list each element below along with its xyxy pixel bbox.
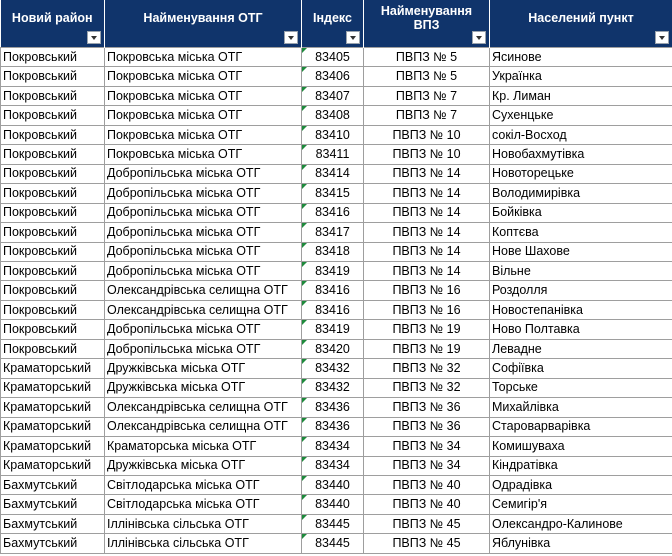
- cell-district[interactable]: Покровський: [1, 164, 105, 183]
- cell-vpz[interactable]: ПВПЗ № 40: [364, 475, 490, 494]
- cell-district[interactable]: Краматорський: [1, 417, 105, 436]
- filter-dropdown-icon[interactable]: [87, 31, 101, 44]
- cell-place[interactable]: Новобахмутівка: [490, 145, 672, 164]
- header-label: Населений пункт: [528, 10, 634, 25]
- cell-otg[interactable]: Покровська міська ОТГ: [105, 125, 302, 144]
- cell-vpz[interactable]: ПВПЗ № 16: [364, 281, 490, 300]
- cell-district[interactable]: Покровський: [1, 261, 105, 280]
- cell-otg[interactable]: Добропільська міська ОТГ: [105, 184, 302, 203]
- cell-otg[interactable]: Краматорська міська ОТГ: [105, 437, 302, 456]
- cell-vpz[interactable]: ПВПЗ № 36: [364, 398, 490, 417]
- cell-otg[interactable]: Добропільська міська ОТГ: [105, 261, 302, 280]
- cell-vpz[interactable]: ПВПЗ № 32: [364, 378, 490, 397]
- cell-otg[interactable]: Олександрівська селищна ОТГ: [105, 417, 302, 436]
- cell-district[interactable]: Покровський: [1, 320, 105, 339]
- cell-vpz[interactable]: ПВПЗ № 10: [364, 125, 490, 144]
- table-row: [1, 300, 672, 319]
- filter-dropdown-icon[interactable]: [284, 31, 298, 44]
- cell-place[interactable]: Левадне: [490, 339, 672, 358]
- cell-otg[interactable]: Добропільська міська ОТГ: [105, 339, 302, 358]
- cell-vpz[interactable]: ПВПЗ № 14: [364, 203, 490, 222]
- cell-otg[interactable]: Світлодарська міська ОТГ: [105, 475, 302, 494]
- cell-district[interactable]: Покровський: [1, 281, 105, 300]
- table-row: [1, 203, 672, 222]
- cell-place[interactable]: Вільне: [490, 261, 672, 280]
- cell-place[interactable]: Яблунівка: [490, 534, 672, 553]
- cell-place[interactable]: Новостепанівка: [490, 300, 672, 319]
- cell-district[interactable]: Покровський: [1, 339, 105, 358]
- table-row: [1, 145, 672, 164]
- column-header-otg[interactable]: [105, 0, 302, 48]
- cell-otg[interactable]: Олександрівська селищна ОТГ: [105, 398, 302, 417]
- filter-dropdown-icon[interactable]: [655, 31, 669, 44]
- cell-place[interactable]: Володимирівка: [490, 184, 672, 203]
- cell-index[interactable]: 83416: [302, 203, 364, 222]
- cell-district[interactable]: Покровський: [1, 86, 105, 105]
- cell-otg[interactable]: Добропільська міська ОТГ: [105, 223, 302, 242]
- filter-dropdown-icon[interactable]: [472, 31, 486, 44]
- cell-index[interactable]: 83406: [302, 67, 364, 86]
- cell-place[interactable]: Українка: [490, 67, 672, 86]
- column-header-district[interactable]: [1, 0, 105, 48]
- cell-index[interactable]: 83419: [302, 261, 364, 280]
- cell-otg[interactable]: Олександрівська селищна ОТГ: [105, 281, 302, 300]
- filter-dropdown-icon[interactable]: [346, 31, 360, 44]
- cell-place[interactable]: Коптєва: [490, 223, 672, 242]
- cell-vpz[interactable]: ПВПЗ № 36: [364, 417, 490, 436]
- table-row: [1, 417, 672, 436]
- table-row: [1, 534, 672, 553]
- cell-otg[interactable]: Олександрівська селищна ОТГ: [105, 300, 302, 319]
- table-row: [1, 48, 672, 67]
- table-row: [1, 437, 672, 456]
- column-header-index[interactable]: [302, 0, 364, 48]
- table-row: [1, 125, 672, 144]
- cell-index[interactable]: 83410: [302, 125, 364, 144]
- cell-index[interactable]: 83417: [302, 223, 364, 242]
- cell-vpz[interactable]: ПВПЗ № 14: [364, 164, 490, 183]
- cell-index[interactable]: 83407: [302, 86, 364, 105]
- cell-index[interactable]: 83408: [302, 106, 364, 125]
- table-body: [1, 48, 672, 554]
- table-row: [1, 475, 672, 494]
- cell-otg[interactable]: Світлодарська міська ОТГ: [105, 495, 302, 514]
- cell-district[interactable]: Покровський: [1, 300, 105, 319]
- cell-otg[interactable]: Добропільська міська ОТГ: [105, 242, 302, 261]
- cell-place[interactable]: Олександро-Калинове: [490, 514, 672, 533]
- header-label: Новий район: [11, 10, 93, 25]
- cell-otg[interactable]: Добропільська міська ОТГ: [105, 320, 302, 339]
- header-label: Індекс: [313, 10, 352, 25]
- column-header-place[interactable]: [490, 0, 672, 48]
- cell-vpz[interactable]: ПВПЗ № 5: [364, 67, 490, 86]
- header-label-line2: ВПЗ: [413, 17, 440, 32]
- cell-district[interactable]: Краматорський: [1, 378, 105, 397]
- cell-vpz[interactable]: ПВПЗ № 19: [364, 339, 490, 358]
- cell-index[interactable]: 83432: [302, 378, 364, 397]
- cell-district[interactable]: Краматорський: [1, 359, 105, 378]
- cell-vpz[interactable]: ПВПЗ № 40: [364, 495, 490, 514]
- table-row: [1, 359, 672, 378]
- cell-index[interactable]: 83445: [302, 534, 364, 553]
- cell-place[interactable]: Староварварівка: [490, 417, 672, 436]
- cell-place[interactable]: сокіл-Восход: [490, 125, 672, 144]
- cell-index[interactable]: 83420: [302, 339, 364, 358]
- cell-vpz[interactable]: ПВПЗ № 34: [364, 456, 490, 475]
- cell-place[interactable]: Сухенцьке: [490, 106, 672, 125]
- cell-vpz[interactable]: ПВПЗ № 16: [364, 300, 490, 319]
- cell-district[interactable]: Покровський: [1, 145, 105, 164]
- table-row: [1, 184, 672, 203]
- cell-vpz[interactable]: ПВПЗ № 14: [364, 261, 490, 280]
- cell-district[interactable]: Бахмутський: [1, 495, 105, 514]
- cell-district[interactable]: Бахмутський: [1, 534, 105, 553]
- cell-district[interactable]: Краматорський: [1, 456, 105, 475]
- column-header-vpz[interactable]: [364, 0, 490, 48]
- header-label-line1: Найменування: [380, 3, 473, 18]
- cell-place[interactable]: Торське: [490, 378, 672, 397]
- cell-vpz[interactable]: ПВПЗ № 7: [364, 106, 490, 125]
- cell-otg[interactable]: Покровська міська ОТГ: [105, 67, 302, 86]
- cell-otg[interactable]: Дружківська міська ОТГ: [105, 359, 302, 378]
- table-row: [1, 164, 672, 183]
- cell-vpz[interactable]: ПВПЗ № 14: [364, 242, 490, 261]
- cell-otg[interactable]: Добропільська міська ОТГ: [105, 203, 302, 222]
- table-row: [1, 86, 672, 105]
- cell-index[interactable]: 83436: [302, 417, 364, 436]
- cell-place[interactable]: Михайлівка: [490, 398, 672, 417]
- cell-place[interactable]: Комишуваха: [490, 437, 672, 456]
- cell-otg[interactable]: Дружківська міська ОТГ: [105, 456, 302, 475]
- cell-district[interactable]: Покровський: [1, 242, 105, 261]
- table-row: [1, 398, 672, 417]
- cell-otg[interactable]: Іллінівська сільська ОТГ: [105, 534, 302, 553]
- cell-place[interactable]: Кр. Лиман: [490, 86, 672, 105]
- cell-vpz[interactable]: ПВПЗ № 14: [364, 223, 490, 242]
- cell-district[interactable]: Бахмутський: [1, 475, 105, 494]
- header-label: Найменування ОТГ: [143, 10, 263, 25]
- cell-index[interactable]: 83416: [302, 281, 364, 300]
- cell-vpz[interactable]: ПВПЗ № 45: [364, 514, 490, 533]
- table-row: [1, 106, 672, 125]
- cell-index[interactable]: 83416: [302, 300, 364, 319]
- cell-vpz[interactable]: ПВПЗ № 19: [364, 320, 490, 339]
- table-row: [1, 320, 672, 339]
- cell-otg[interactable]: Покровська міська ОТГ: [105, 145, 302, 164]
- table-row: [1, 378, 672, 397]
- cell-district[interactable]: Покровський: [1, 106, 105, 125]
- cell-otg[interactable]: Дружківська міська ОТГ: [105, 378, 302, 397]
- cell-otg[interactable]: Покровська міська ОТГ: [105, 86, 302, 105]
- cell-district[interactable]: Покровський: [1, 184, 105, 203]
- cell-vpz[interactable]: ПВПЗ № 32: [364, 359, 490, 378]
- cell-otg[interactable]: Добропільська міська ОТГ: [105, 164, 302, 183]
- cell-index[interactable]: 83432: [302, 359, 364, 378]
- cell-index[interactable]: 83440: [302, 475, 364, 494]
- cell-district[interactable]: Бахмутський: [1, 514, 105, 533]
- cell-place[interactable]: Софіївка: [490, 359, 672, 378]
- cell-district[interactable]: Покровський: [1, 48, 105, 67]
- cell-place[interactable]: Ясинове: [490, 48, 672, 67]
- cell-otg[interactable]: Покровська міська ОТГ: [105, 48, 302, 67]
- table-row: [1, 67, 672, 86]
- cell-index[interactable]: 83436: [302, 398, 364, 417]
- cell-district[interactable]: Покровський: [1, 223, 105, 242]
- cell-index[interactable]: 83411: [302, 145, 364, 164]
- cell-district[interactable]: Краматорський: [1, 437, 105, 456]
- cell-vpz[interactable]: ПВПЗ № 5: [364, 48, 490, 67]
- cell-district[interactable]: Покровський: [1, 67, 105, 86]
- cell-otg[interactable]: Іллінівська сільська ОТГ: [105, 514, 302, 533]
- cell-vpz[interactable]: ПВПЗ № 10: [364, 145, 490, 164]
- table-row: [1, 339, 672, 358]
- cell-index[interactable]: 83419: [302, 320, 364, 339]
- cell-place[interactable]: Семигір'я: [490, 495, 672, 514]
- cell-place[interactable]: Бойківка: [490, 203, 672, 222]
- table-row: [1, 456, 672, 475]
- table-row: [1, 514, 672, 533]
- cell-place[interactable]: Роздолля: [490, 281, 672, 300]
- cell-index[interactable]: 83434: [302, 456, 364, 475]
- cell-place[interactable]: Новоторецьке: [490, 164, 672, 183]
- cell-index[interactable]: 83445: [302, 514, 364, 533]
- cell-index[interactable]: 83434: [302, 437, 364, 456]
- cell-index[interactable]: 83418: [302, 242, 364, 261]
- cell-place[interactable]: Одрадівка: [490, 475, 672, 494]
- cell-district[interactable]: Краматорський: [1, 398, 105, 417]
- cell-place[interactable]: Ново Полтавка: [490, 320, 672, 339]
- header-label: [364, 4, 489, 44]
- cell-place[interactable]: Кіндратівка: [490, 456, 672, 475]
- cell-index[interactable]: 83415: [302, 184, 364, 203]
- cell-vpz[interactable]: ПВПЗ № 14: [364, 184, 490, 203]
- table-row: [1, 242, 672, 261]
- table-row: [1, 261, 672, 280]
- cell-index[interactable]: 83440: [302, 495, 364, 514]
- cell-vpz[interactable]: ПВПЗ № 45: [364, 534, 490, 553]
- table-row: [1, 223, 672, 242]
- header-row: [1, 0, 672, 48]
- cell-place[interactable]: Нове Шахове: [490, 242, 672, 261]
- table-row: [1, 495, 672, 514]
- cell-district[interactable]: Покровський: [1, 203, 105, 222]
- cell-index[interactable]: 83405: [302, 48, 364, 67]
- cell-index[interactable]: 83414: [302, 164, 364, 183]
- cell-district[interactable]: Покровський: [1, 125, 105, 144]
- cell-otg[interactable]: Покровська міська ОТГ: [105, 106, 302, 125]
- cell-vpz[interactable]: ПВПЗ № 34: [364, 437, 490, 456]
- table-row: [1, 281, 672, 300]
- cell-vpz[interactable]: ПВПЗ № 7: [364, 86, 490, 105]
